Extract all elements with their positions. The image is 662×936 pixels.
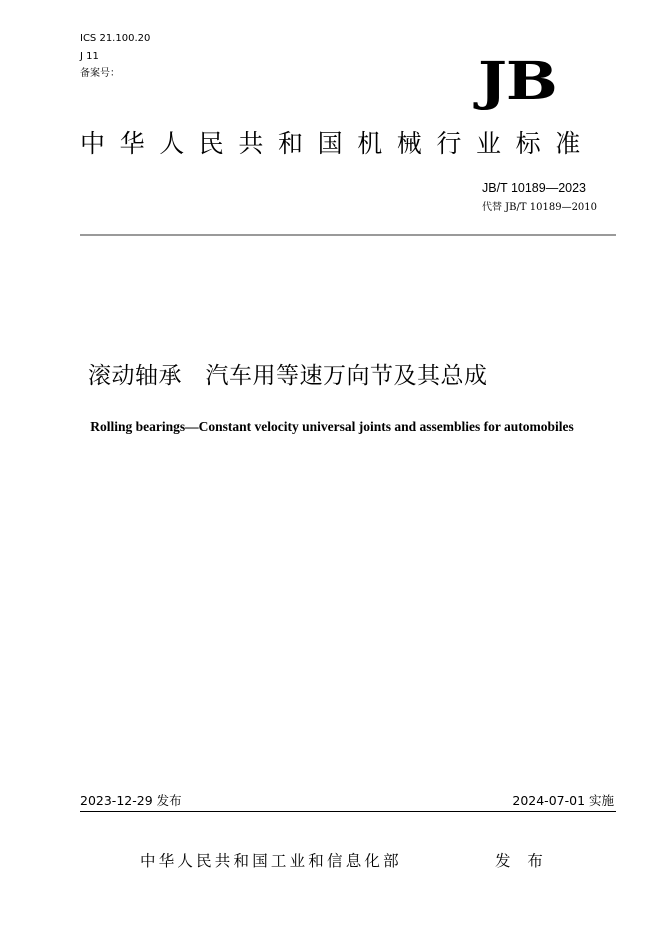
implementation-date: 2024-07-01 实施	[512, 793, 614, 808]
header-divider	[80, 234, 616, 236]
jb-logo: JB	[478, 51, 557, 112]
standard-type-heading: 中华人民共和国机械行业标准	[80, 129, 595, 158]
publish-label: 发 布	[495, 852, 549, 870]
standard-number: JB/T 10189—2023	[482, 181, 587, 195]
title-english: Rolling bearings—Constant velocity universal joints and assemblies for automobiles	[90, 419, 574, 434]
ics-code: ICS 21.100.20	[80, 33, 151, 44]
ccs-code: J 11	[80, 51, 99, 62]
footer-divider	[80, 811, 616, 812]
filing-number: 备案号：	[80, 68, 120, 79]
replaces-standard: 代替 JB/T 10189—2010	[482, 202, 598, 213]
title-chinese: 滚动轴承 汽车用等速万向节及其总成	[88, 363, 488, 389]
issue-date: 2023-12-29 发布	[80, 793, 182, 808]
issuing-authority: 中华人民共和国工业和信息化部	[140, 852, 402, 870]
